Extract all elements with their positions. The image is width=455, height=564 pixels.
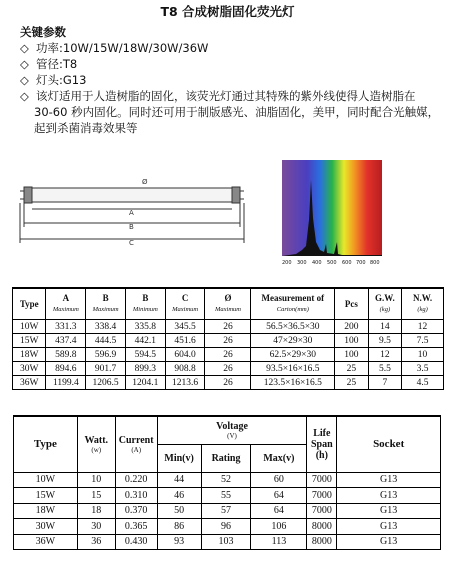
table-row: 18W 18 0.370 50 57 64 7000 G13 <box>14 503 441 519</box>
col-header: C Maximum <box>165 288 205 320</box>
param-item: ◇ 灯头:G13 <box>20 73 87 87</box>
dim-phi-label: Ø <box>142 178 148 186</box>
col-header: Type <box>13 288 46 320</box>
table-row: 30W 894.6 901.7 899.3 908.8 26 93.5×16×16.5 25 5.5 3.5 <box>13 362 444 376</box>
col-header: Socket <box>337 416 441 472</box>
col-header: B Maximum <box>86 288 126 320</box>
table-row: 10W 10 0.220 44 52 60 7000 G13 <box>14 472 441 488</box>
col-header: Min(v) <box>157 444 201 472</box>
params-list <box>20 40 450 136</box>
diamond-bullet-icon: ◇ <box>20 57 29 71</box>
col-header: Voltage (V) <box>157 416 307 444</box>
table-row: 15W 15 0.310 46 55 64 7000 G13 <box>14 488 441 504</box>
col-header: Measurement of Carton(mm) <box>251 288 335 320</box>
col-header: Pcs <box>335 288 368 320</box>
svg-text:200: 200 <box>282 260 292 266</box>
col-header: N.W. (kg) <box>402 288 444 320</box>
table-row: 18W 589.8 596.9 594.5 604.0 26 62.5×29×30 100 12 10 <box>13 348 444 362</box>
svg-text:700: 700 <box>356 260 366 266</box>
table-header-row <box>14 416 441 444</box>
col-header: Max(v) <box>251 444 307 472</box>
spectrum-gradient <box>282 160 382 256</box>
diamond-bullet-icon: ◇ <box>20 73 29 87</box>
table-row: 10W 331.3 338.4 335.8 345.5 26 56.5×36.5×30 200 14 12 <box>13 320 444 334</box>
key-params-heading: 关键参数 <box>20 25 66 39</box>
svg-text:600: 600 <box>342 260 352 266</box>
diamond-bullet-icon: ◇ <box>20 41 29 55</box>
table-header-row <box>13 288 444 320</box>
param-item: ◇ 管径:T8 <box>20 57 78 71</box>
dim-b-label: B <box>129 223 134 231</box>
electrical-table <box>13 415 441 550</box>
param-description-line: 30-60 秒内固化。同时还可用于制版感光、油脂固化，美甲，同时配合光触媒， <box>34 105 440 119</box>
svg-text:500: 500 <box>327 260 337 266</box>
col-header: Rating <box>201 444 251 472</box>
col-header: Ø Maximum <box>205 288 251 320</box>
lamp-dimension-diagram <box>14 165 250 257</box>
table-row: 36W 36 0.430 93 103 113 8000 G13 <box>14 534 441 550</box>
col-header: B Minimum <box>125 288 165 320</box>
page-title: T8 合成树脂固化荧光灯 <box>160 4 295 19</box>
col-header: A Maximum <box>46 288 86 320</box>
table-row: 36W 1199.4 1206.5 1204.1 1213.6 26 123.5×16×16.5 25 7 4.5 <box>13 376 444 390</box>
col-header: Type <box>14 416 78 472</box>
dim-a-label: A <box>129 209 134 217</box>
col-header: G.W. (kg) <box>368 288 401 320</box>
spectrum-axis <box>282 260 380 266</box>
svg-text:800: 800 <box>370 260 380 266</box>
param-item: ◇ 功率:10W/15W/18W/30W/36W <box>20 41 209 55</box>
svg-text:400: 400 <box>312 260 322 266</box>
param-item: ◇ 该灯适用于人造树脂的固化，该荧光灯通过其特殊的紫外线使得人造树脂在 <box>20 89 416 103</box>
table-row: 15W 437.4 444.5 442.1 451.6 26 47×29×30 100 9.5 7.5 <box>13 334 444 348</box>
col-header: Watt. (w) <box>77 416 115 472</box>
col-header: Life Span (h) <box>307 416 337 472</box>
dim-c-label: C <box>129 239 134 247</box>
svg-text:300: 300 <box>297 260 307 266</box>
table-row: 30W 30 0.365 86 96 106 8000 G13 <box>14 519 441 535</box>
spectrum-chart <box>282 160 382 270</box>
param-description-line: 起到杀菌消毒效果等 <box>34 121 138 135</box>
dimension-table <box>12 287 444 390</box>
col-header: Current (A) <box>115 416 157 472</box>
diamond-bullet-icon: ◇ <box>20 89 29 103</box>
